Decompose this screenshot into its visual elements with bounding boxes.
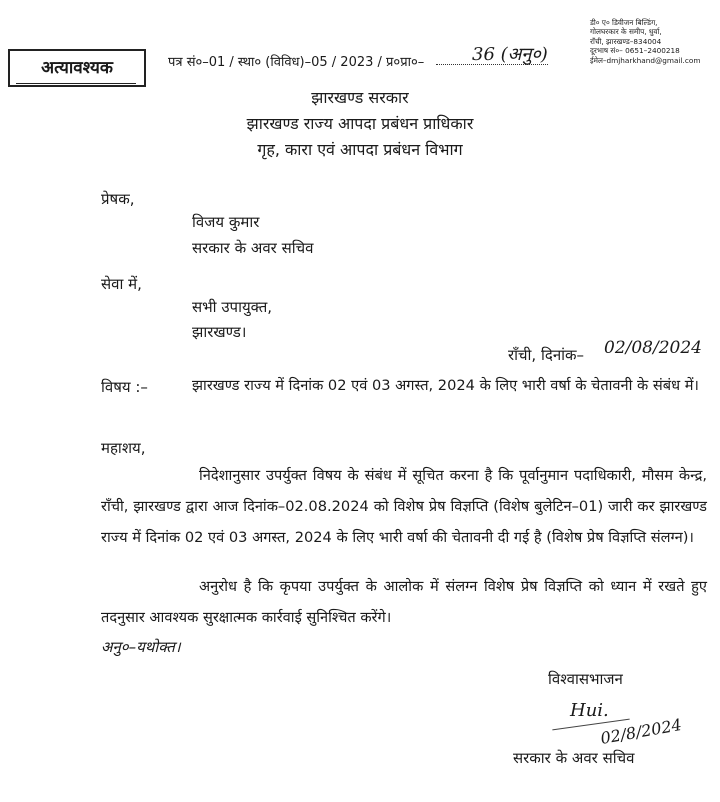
office-address: डी० ए० डिवीजन बिल्डिंग, गोलघरकार के समीप, धुर्वा, राँची, झारखण्ड–834004 दूरभाष सं०– 0651–2400218 ईमेल–dmjharkhand@gmail.com	[590, 18, 701, 65]
urgent-label: अत्यावश्यक	[8, 49, 146, 87]
letter-number: पत्र सं०–01 / स्था० (विविध)–05 / 2023 / प्र०प्रा०–	[168, 55, 425, 70]
closing: विश्वासभाजन	[548, 670, 623, 688]
enclosure-note: अनु०–यथोक्त।	[101, 638, 181, 656]
salutation: महाशय,	[101, 439, 146, 457]
signatory-designation: सरकार के अवर सचिव	[513, 749, 635, 767]
header-department: गृह, कारा एवं आपदा प्रबंधन विभाग	[257, 140, 463, 159]
signature-date-handwritten: 02/8/2024	[598, 715, 684, 748]
sender-label: प्रेषक,	[101, 190, 135, 208]
recipient-label: सेवा में,	[101, 275, 142, 293]
header-government: झारखण्ड सरकार	[311, 88, 409, 107]
place-date-label: राँची, दिनांक–	[508, 346, 585, 364]
paragraph-1: निदेशानुसार उपर्युक्त विषय के संबंध में सूचित करना है कि पूर्वानुमान पदाधिकारी, मौसम केन्द्र, राँची, झारखण्ड द्वारा आज दिनांक–02.08.2024 को विशेष प्रेष विज्ञप्ति (विशेष बुलेटिन–01) जारी कर झारखण्ड राज्य में दिनांक 02 एवं 03 अगस्त, 2024 के लिए भारी वर्षा की चेतावनी दी गई है (विशेष प्रेष विज्ञप्ति संलग्न)।	[101, 467, 707, 546]
urgent-underline	[16, 83, 136, 84]
sender-designation: सरकार के अवर सचिव	[192, 239, 314, 257]
signature-handwritten: Hui.	[570, 700, 609, 721]
recipient-line2: झारखण्ड।	[192, 323, 247, 341]
paragraph-2: अनुरोध है कि कृपया उपर्युक्त के आलोक में संलग्न विशेष प्रेष विज्ञप्ति को ध्यान में रखते हुए तदनुसार आवश्यक सुरक्षात्मक कार्रवाई सुनिश्चित करेंगे।	[101, 578, 707, 626]
subject-text: झारखण्ड राज्य में दिनांक 02 एवं 03 अगस्त, 2024 के लिए भारी वर्षा के चेतावनी के संबंध में।	[192, 377, 699, 394]
recipient-line1: सभी उपायुक्त,	[192, 298, 273, 316]
header-authority: झारखण्ड राज्य आपदा प्रबंधन प्राधिकार	[246, 114, 474, 133]
sender-name: विजय कुमार	[192, 213, 260, 231]
subject-label: विषय :–	[101, 378, 148, 396]
date-handwritten: 02/08/2024	[604, 338, 702, 358]
letter-number-handwritten: 36 (अनु०)	[472, 44, 548, 65]
